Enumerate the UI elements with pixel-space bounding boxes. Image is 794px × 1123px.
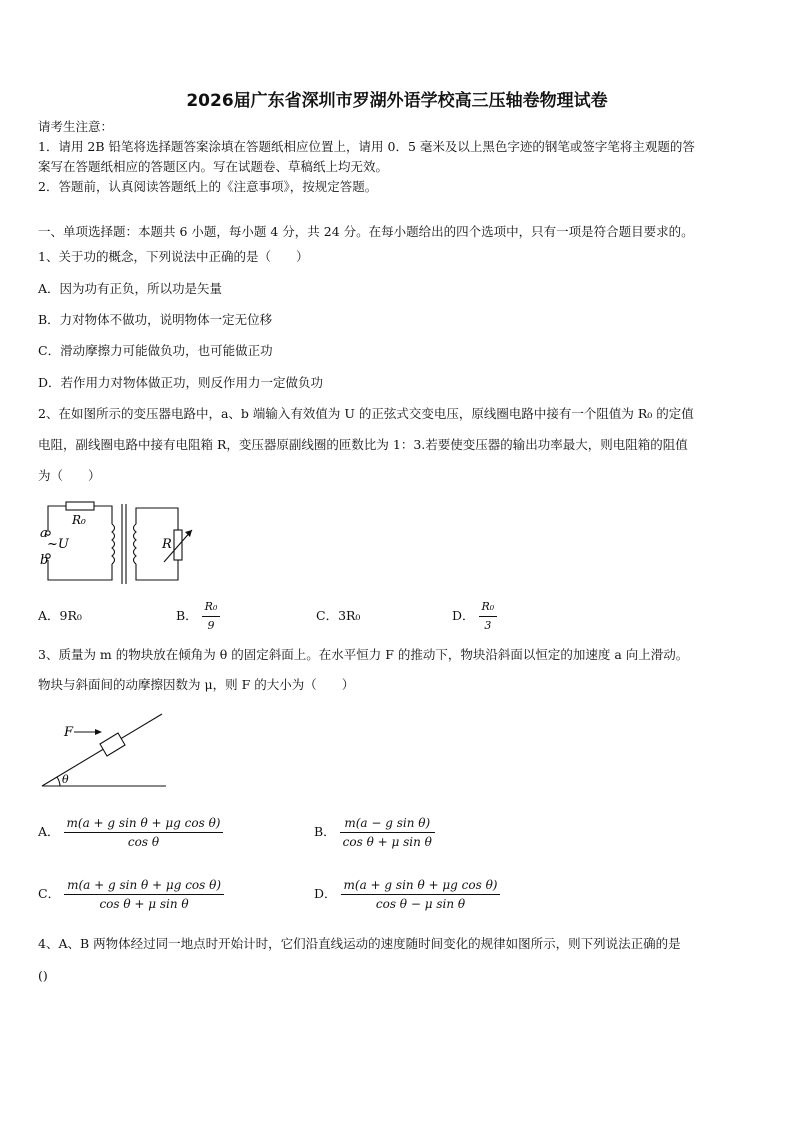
resistor-r-label: R xyxy=(162,537,172,552)
incline-block-diagram xyxy=(38,708,170,790)
q3-stem-1: 3、质量为 m 的物块放在倾角为 θ 的固定斜面上。在水平恒力 F 的推动下，物块沿斜面以恒定的加速度 a 向上滑动。 xyxy=(38,647,689,662)
q1-option-c: C．滑动摩擦力可能做负功，也可能做正功 xyxy=(38,343,273,358)
q3-option-c-denominator: cos θ + μ sin θ xyxy=(99,897,189,911)
q3-option-a-label: A． xyxy=(38,824,60,839)
q3-option-a-fraction xyxy=(64,814,224,851)
q3-option-d-label: D． xyxy=(314,886,337,901)
q3-option-a xyxy=(38,814,223,851)
page-title: 2026届广东省深圳市罗湖外语学校高三压轴卷物理试卷 xyxy=(186,91,608,111)
q3-option-b-label: B． xyxy=(314,824,336,839)
terminal-a-label: a xyxy=(40,526,48,541)
q2-option-b-fraction xyxy=(202,598,221,635)
q3-option-b-numerator: m(a − g sin θ) xyxy=(340,814,435,833)
angle-theta-label: θ xyxy=(62,773,69,786)
q2-option-b-denominator: 9 xyxy=(207,619,215,632)
q2-option-d-numerator: R₀ xyxy=(479,598,498,617)
q3-option-c-numerator: m(a + g sin θ + μg cos θ) xyxy=(64,876,224,895)
q3-stem-2: 物块与斜面间的动摩擦因数为 μ，则 F 的大小为（ ） xyxy=(38,677,355,692)
q3-option-d-denominator: cos θ − μ sin θ xyxy=(375,897,466,911)
q3-option-c xyxy=(38,876,224,913)
resistor-r0-label: R₀ xyxy=(72,513,86,527)
q2-option-b-numerator: R₀ xyxy=(202,598,221,617)
q2-option-a: A．9R₀ xyxy=(38,608,82,623)
q2-option-d-label: D． xyxy=(452,608,475,623)
notice-item-2: 2．答题前，认真阅读答题纸上的《注意事项》，按规定答题。 xyxy=(38,179,378,194)
q2-option-d-denominator: 3 xyxy=(484,619,492,632)
q1-option-d: D．若作用力对物体做正功，则反作用力一定做负功 xyxy=(38,375,324,390)
q2-option-d-fraction xyxy=(479,598,498,635)
q2-option-b xyxy=(176,598,220,635)
q2-option-c: C．3R₀ xyxy=(316,608,361,623)
notice-item-1b: 案写在答题纸相应的答题区内。写在试题卷、草稿纸上均无效。 xyxy=(38,159,389,174)
q1-option-a: A．因为功有正负，所以功是矢量 xyxy=(38,281,223,296)
q2-option-d xyxy=(452,598,497,635)
q3-option-d-fraction xyxy=(341,876,501,913)
q4-stem-2: () xyxy=(38,968,48,983)
q2-stem-1: 2、在如图所示的变压器电路中，a、b 端输入有效值为 U 的正弦式交变电压，原线圈电路中接有一个阻值为 R₀ 的定值 xyxy=(38,406,694,421)
notice-item-1a: 1．请用 2B 铅笔将选择题答案涂填在答题纸相应位置上，请用 0．5 毫米及以上黑色字迹的钢笔或签字笔将主观题的答 xyxy=(38,139,695,154)
q2-stem-3: 为（ ） xyxy=(38,468,101,483)
q3-option-b xyxy=(314,814,435,851)
q3-option-d-numerator: m(a + g sin θ + μg cos θ) xyxy=(341,876,501,895)
section-heading: 一、单项选择题：本题共 6 小题，每小题 4 分，共 24 分。在每小题给出的四个选项中，只有一项是符合题目要求的。 xyxy=(38,224,694,239)
q4-stem-1: 4、A、B 两物体经过同一地点时开始计时，它们沿直线运动的速度随时间变化的规律如图所示，则下列说法正确的是 xyxy=(38,936,681,951)
q3-option-d xyxy=(314,876,500,913)
q3-option-b-fraction xyxy=(340,814,435,851)
terminal-b-label: b xyxy=(40,553,49,568)
q3-option-c-label: C． xyxy=(38,886,61,901)
transformer-circuit-diagram xyxy=(38,496,198,588)
q1-stem: 1、关于功的概念，下列说法中正确的是（ ） xyxy=(38,249,309,264)
notice-heading: 请考生注意： xyxy=(38,119,114,134)
q2-stem-2: 电阻，副线圈电路中接有电阻箱 R，变压器原副线圈的匝数比为 1：3.若要使变压器的输出功率最大，则电阻箱的阻值 xyxy=(38,437,688,452)
q1-option-b: B．力对物体不做功，说明物体一定无位移 xyxy=(38,312,273,327)
q3-option-b-denominator: cos θ + μ sin θ xyxy=(342,835,432,849)
force-f-label: F xyxy=(64,725,74,740)
q3-option-c-fraction xyxy=(64,876,224,913)
q2-option-b-label: B． xyxy=(176,608,198,623)
q3-option-a-denominator: cos θ xyxy=(127,835,160,849)
source-u-label: ~U xyxy=(47,537,69,552)
q3-option-a-numerator: m(a + g sin θ + μg cos θ) xyxy=(64,814,224,833)
